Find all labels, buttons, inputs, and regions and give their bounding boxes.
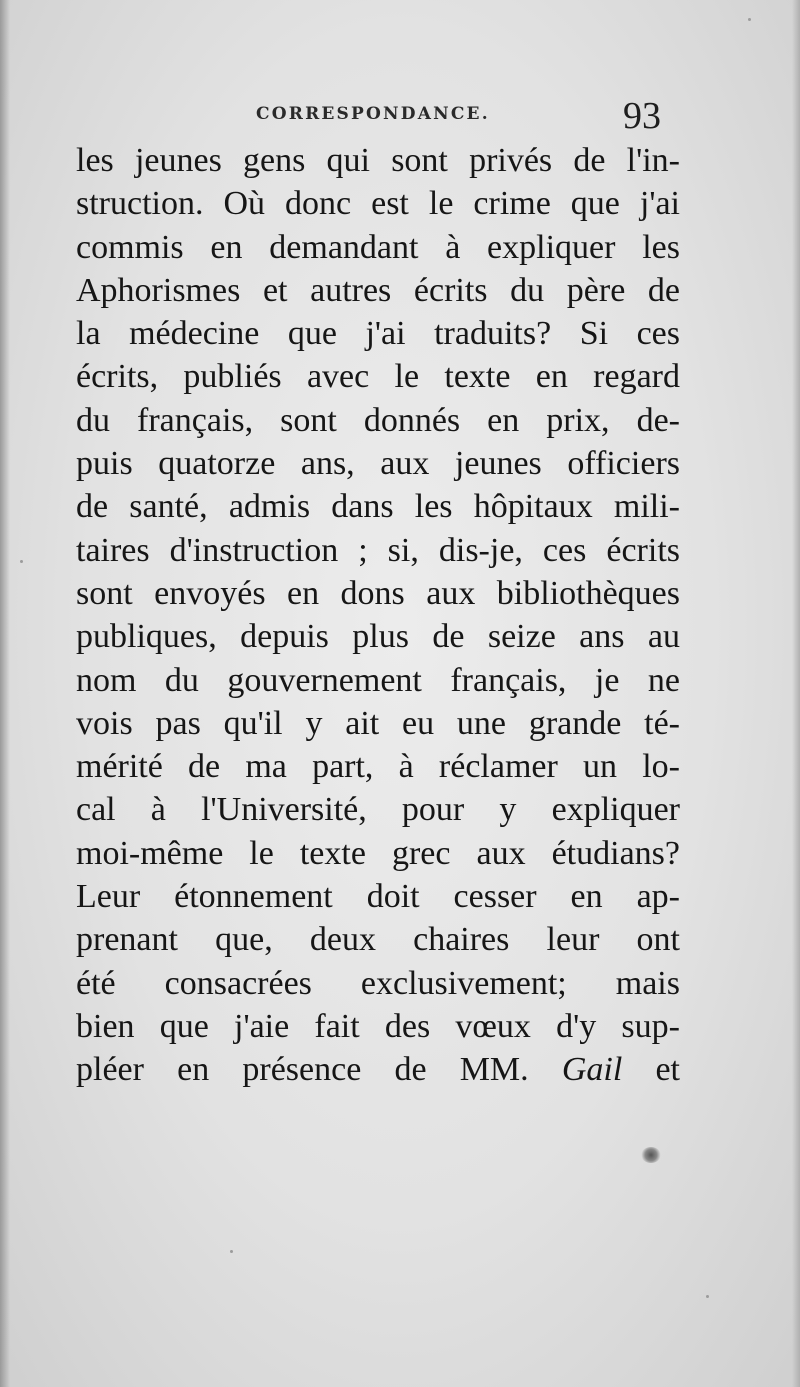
body-text [76,139,680,1092]
text-line: nom du gouvernement français, je ne [76,661,680,699]
text-line: été consacrées exclusivement; mais [76,964,680,1002]
text-line: la médecine que j'ai traduits? Si ces [76,315,680,353]
text-line: vois pas qu'il y ait eu une grande té- [76,704,680,742]
page-number: 93 [623,95,661,137]
text-line: Aphorismes et autres écrits du père de [76,271,680,309]
text-line: publiques, depuis plus de seize ans au [76,618,680,656]
ink-speck [641,1147,661,1163]
text-line: sont envoyés en dons aux bibliothèques [76,574,680,612]
text-line: les jeunes gens qui sont privés de l'in- [76,142,680,179]
text-line: de santé, admis dans les hôpitaux mili- [76,488,680,526]
text-line: bien que j'aie fait des vœux d'y sup- [76,1007,680,1045]
text-line: taires d'instruction ; si, dis-je, ces écrits [76,531,680,569]
text-line: écrits, publiés avec le texte en regard [76,358,680,396]
paper-fleck [748,18,751,21]
running-head: CORRESPONDANCE. [256,104,490,124]
text-line: struction. Où donc est le crime que j'ai [76,185,680,223]
text-line: cal à l'Université, pour y expliquer [76,791,680,829]
paper-fleck [20,560,23,563]
text-line: du français, sont donnés en prix, de- [76,401,680,439]
text-line: prenant que, deux chaires leur ont [76,921,680,959]
text-line: commis en demandant à expliquer les [76,228,680,266]
text-segment: et [655,1051,681,1089]
text-line: Leur étonnement doit cesser en ap- [76,878,680,916]
paper-fleck [706,1295,709,1298]
text-line: puis quatorze ans, aux jeunes officiers [76,445,680,483]
text-line: moi-même le texte grec aux étudians? [76,834,680,872]
italic-name: Gail [561,1051,623,1089]
paper-fleck [230,1250,233,1253]
text-line-last [76,1048,680,1091]
text-segment: pléer en présence de MM. [76,1051,529,1089]
text-line: mérité de ma part, à réclamer un lo- [76,748,680,786]
